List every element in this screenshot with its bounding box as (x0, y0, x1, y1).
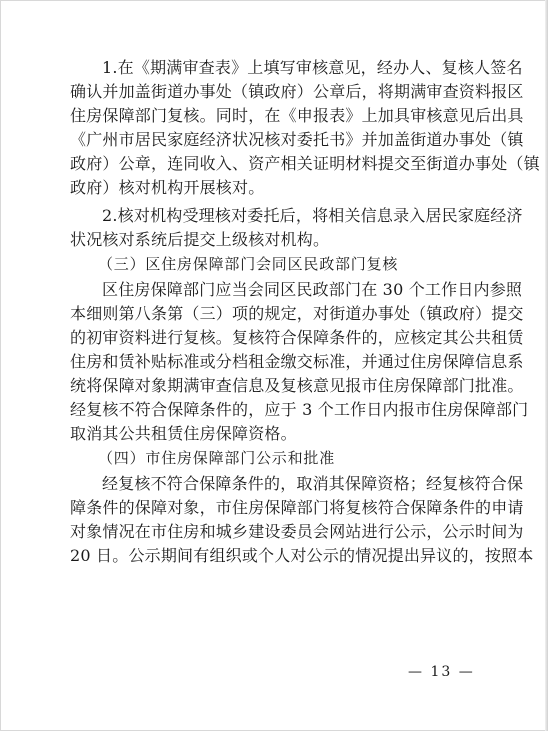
text-line: 统将保障对象期满审查信息及复核意见报市住房保障部门批准。 (70, 376, 524, 395)
paragraph (70, 56, 540, 199)
text-line: 的初审资料进行复核。复核符合保障条件的，应核定其公共租赁 (70, 328, 524, 347)
paragraph (70, 472, 534, 567)
text-line: 确认并加盖街道办事处（镇政府）公章后，将期满审查资料报区 (70, 82, 524, 101)
text-line: 区住房保障部门应当会同区民政部门在 30 个工作日内参照 (102, 280, 523, 299)
text-line: 20 日。公示期间有组织或个人对公示的情况提出异议的，按照本 (70, 546, 534, 565)
text-line: 政府）公章，连同收入、资产相关证明材料提交至街道办事处（镇 (70, 154, 540, 173)
text-line: 住房和赁补贴标准或分档租金缴交标准，并通过住房保障信息系 (70, 352, 524, 371)
text-line: 本细则第八条第（三）项的规定，对街道办事处（镇政府）提交 (70, 304, 524, 323)
text-line: 障条件的保障对象，市住房保障部门将复核符合保障条件的申请 (70, 498, 524, 517)
text-line: 经复核不符合保障条件的，取消其保障资格；经复核符合保 (102, 474, 524, 493)
text-line: 2.核对机构受理核对委托后，将相关信息录入居民家庭经济 (102, 206, 523, 225)
document-body (70, 56, 540, 568)
section-heading: （四）市住房保障部门公示和批准 (98, 449, 336, 467)
text-line: 对象情况在市住房和城乡建设委员会网站进行公示，公示时间为 (70, 522, 524, 541)
text-line: 《广州市居民家庭经济状况核对委托书》并加盖街道办事处（镇 (70, 130, 524, 149)
paragraph (70, 278, 529, 445)
page-number: — 13 — (408, 664, 475, 680)
text-line: 1.在《期满审查表》上填写审核意见，经办人、复核人签名 (102, 58, 523, 77)
paragraph (70, 204, 523, 251)
text-line: 住房保障部门复核。同时，在《申报表》上加具审核意见后出具 (70, 106, 524, 125)
text-line: 政府）核对机构开展核对。 (70, 178, 265, 197)
text-line: 取消其公共租赁住房保障资格。 (70, 424, 297, 443)
text-line: 经复核不符合保障条件的，应于 3 个工作日内报市住房保障部门 (70, 400, 529, 419)
section-heading: （三）区住房保障部门会同区民政部门复核 (98, 255, 399, 273)
text-line: 状况核对系统后提交上级核对机构。 (70, 230, 330, 249)
